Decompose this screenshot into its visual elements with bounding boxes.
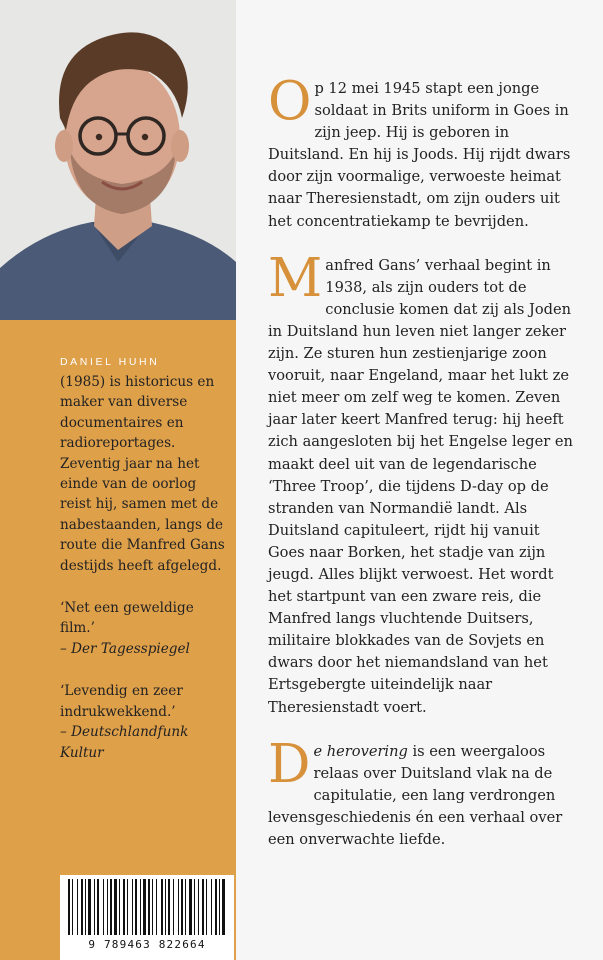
barcode-bar (81, 879, 83, 935)
author-photo (0, 0, 236, 320)
drop-cap: M (268, 247, 323, 309)
paragraph-text: p 12 mei 1945 stapt een jonge soldaat in Brits uniform in Goes in zijn jeep. Hij is geboren in Duitsland. En hij is Joods. Hij rijdt dwars door zijn voormalige, verwoeste heimat naar Theresienstadt, om zijn ouders uit het concentratiekamp te bevrijden. (268, 80, 571, 230)
drop-cap: O (268, 71, 312, 132)
barcode-bar (85, 879, 86, 935)
barcode-bar (119, 879, 120, 935)
barcode-bar (110, 879, 112, 935)
barcode-bar (143, 879, 146, 935)
barcode-bar (97, 879, 99, 935)
blurb-paragraph-1 (268, 71, 574, 233)
barcode-bar (181, 879, 183, 935)
barcode-bar (72, 879, 73, 935)
barcode-bar (68, 879, 70, 935)
barcode-bars (60, 875, 234, 937)
barcode-bar (206, 879, 207, 935)
book-title: e herovering (313, 742, 408, 760)
barcode-bar (152, 879, 153, 935)
barcode-bar (161, 879, 163, 935)
barcode-bar (219, 879, 220, 935)
barcode-bar (77, 879, 78, 935)
barcode-bar (123, 879, 125, 935)
barcode-bar (215, 879, 217, 935)
barcode-bar (88, 879, 91, 935)
barcode-bar (198, 879, 199, 935)
barcode-bar (140, 879, 141, 935)
author-bio-block (60, 352, 230, 763)
author-name: DANIEL HUHN (60, 356, 160, 368)
drop-cap: D (268, 733, 311, 795)
quote-2 (60, 681, 230, 763)
quote-text: ‘Net een geweldige film.’ (60, 600, 194, 637)
barcode-bar (202, 879, 204, 935)
barcode-bar (127, 879, 128, 935)
isbn-barcode (60, 875, 234, 960)
barcode-bar (165, 879, 166, 935)
quote-source: – Der Tagesspiegel (60, 640, 190, 657)
barcode-bar (114, 879, 117, 935)
paragraph-text: is een weergaloos relaas over Duitsland vlak na de capitulatie, een lang verdrongen levensgeschiedenis én een verhaal over een onverwachte liefde. (268, 742, 563, 848)
barcode-bar (194, 879, 195, 935)
barcode-bar (173, 879, 174, 935)
barcode-bar (185, 879, 186, 935)
blurb-paragraph-3 (268, 733, 574, 851)
barcode-bar (132, 879, 133, 935)
author-bio: (1985) is historicus en maker van diverse documentaires en radioreportages. Zeventig jaar na het einde van de oorlog reist hij, samen met de nabestaanden, langs de route die Manfred Gans destijds heeft afgelegd. (60, 374, 225, 574)
barcode-bar (156, 879, 157, 935)
barcode-bar (211, 879, 212, 935)
left-column (0, 0, 236, 960)
barcode-bar (168, 879, 170, 935)
barcode-bar (222, 879, 225, 935)
blurb-column (268, 71, 574, 873)
quote-source: – Deutschlandfunk Kultur (60, 724, 189, 761)
barcode-bar (103, 879, 104, 935)
barcode-bar (107, 879, 108, 935)
barcode-bar (135, 879, 137, 935)
barcode-bar (178, 879, 179, 935)
blurb-paragraph-2 (268, 247, 574, 719)
quote-1 (60, 598, 230, 659)
quote-text: ‘Levendig en zeer indrukwekkend.’ (60, 683, 183, 720)
barcode-bar (94, 879, 95, 935)
barcode-bar (189, 879, 192, 935)
barcode-digits: 9 789463 822664 (88, 938, 206, 951)
paragraph-text: anfred Gans’ verhaal begint in 1938, als zijn ouders tot de conclusie komen dat zij als Joden in Duitsland hun leven niet langer zeker zijn. Ze sturen hun zestienjarige zoon vooruit, naar Engeland, maar het lukt ze niet meer om zelf weg te komen. Zeven jaar later keert Manfred terug: hij heeft zich aangesloten bij het Engelse leger en maakt deel uit van de legendarische ‘Three Troop’, die tijdens D-day op de stranden van Normandië landt. Als Duitsland capituleert, rijdt hij vanuit Goes naar Borken, het stadje van zijn jeugd. Alles blijkt verwoest. Het wordt het startpunt van een zware reis, die Manfred langs vluchtende Duitsers, militaire blokkades van de Sovjets en dwars door het niemandsland van het Ertsgebergte uiteindelijk naar Theresienstadt voert. (268, 256, 573, 716)
author-portrait-image (0, 0, 236, 320)
barcode-bar (148, 879, 150, 935)
